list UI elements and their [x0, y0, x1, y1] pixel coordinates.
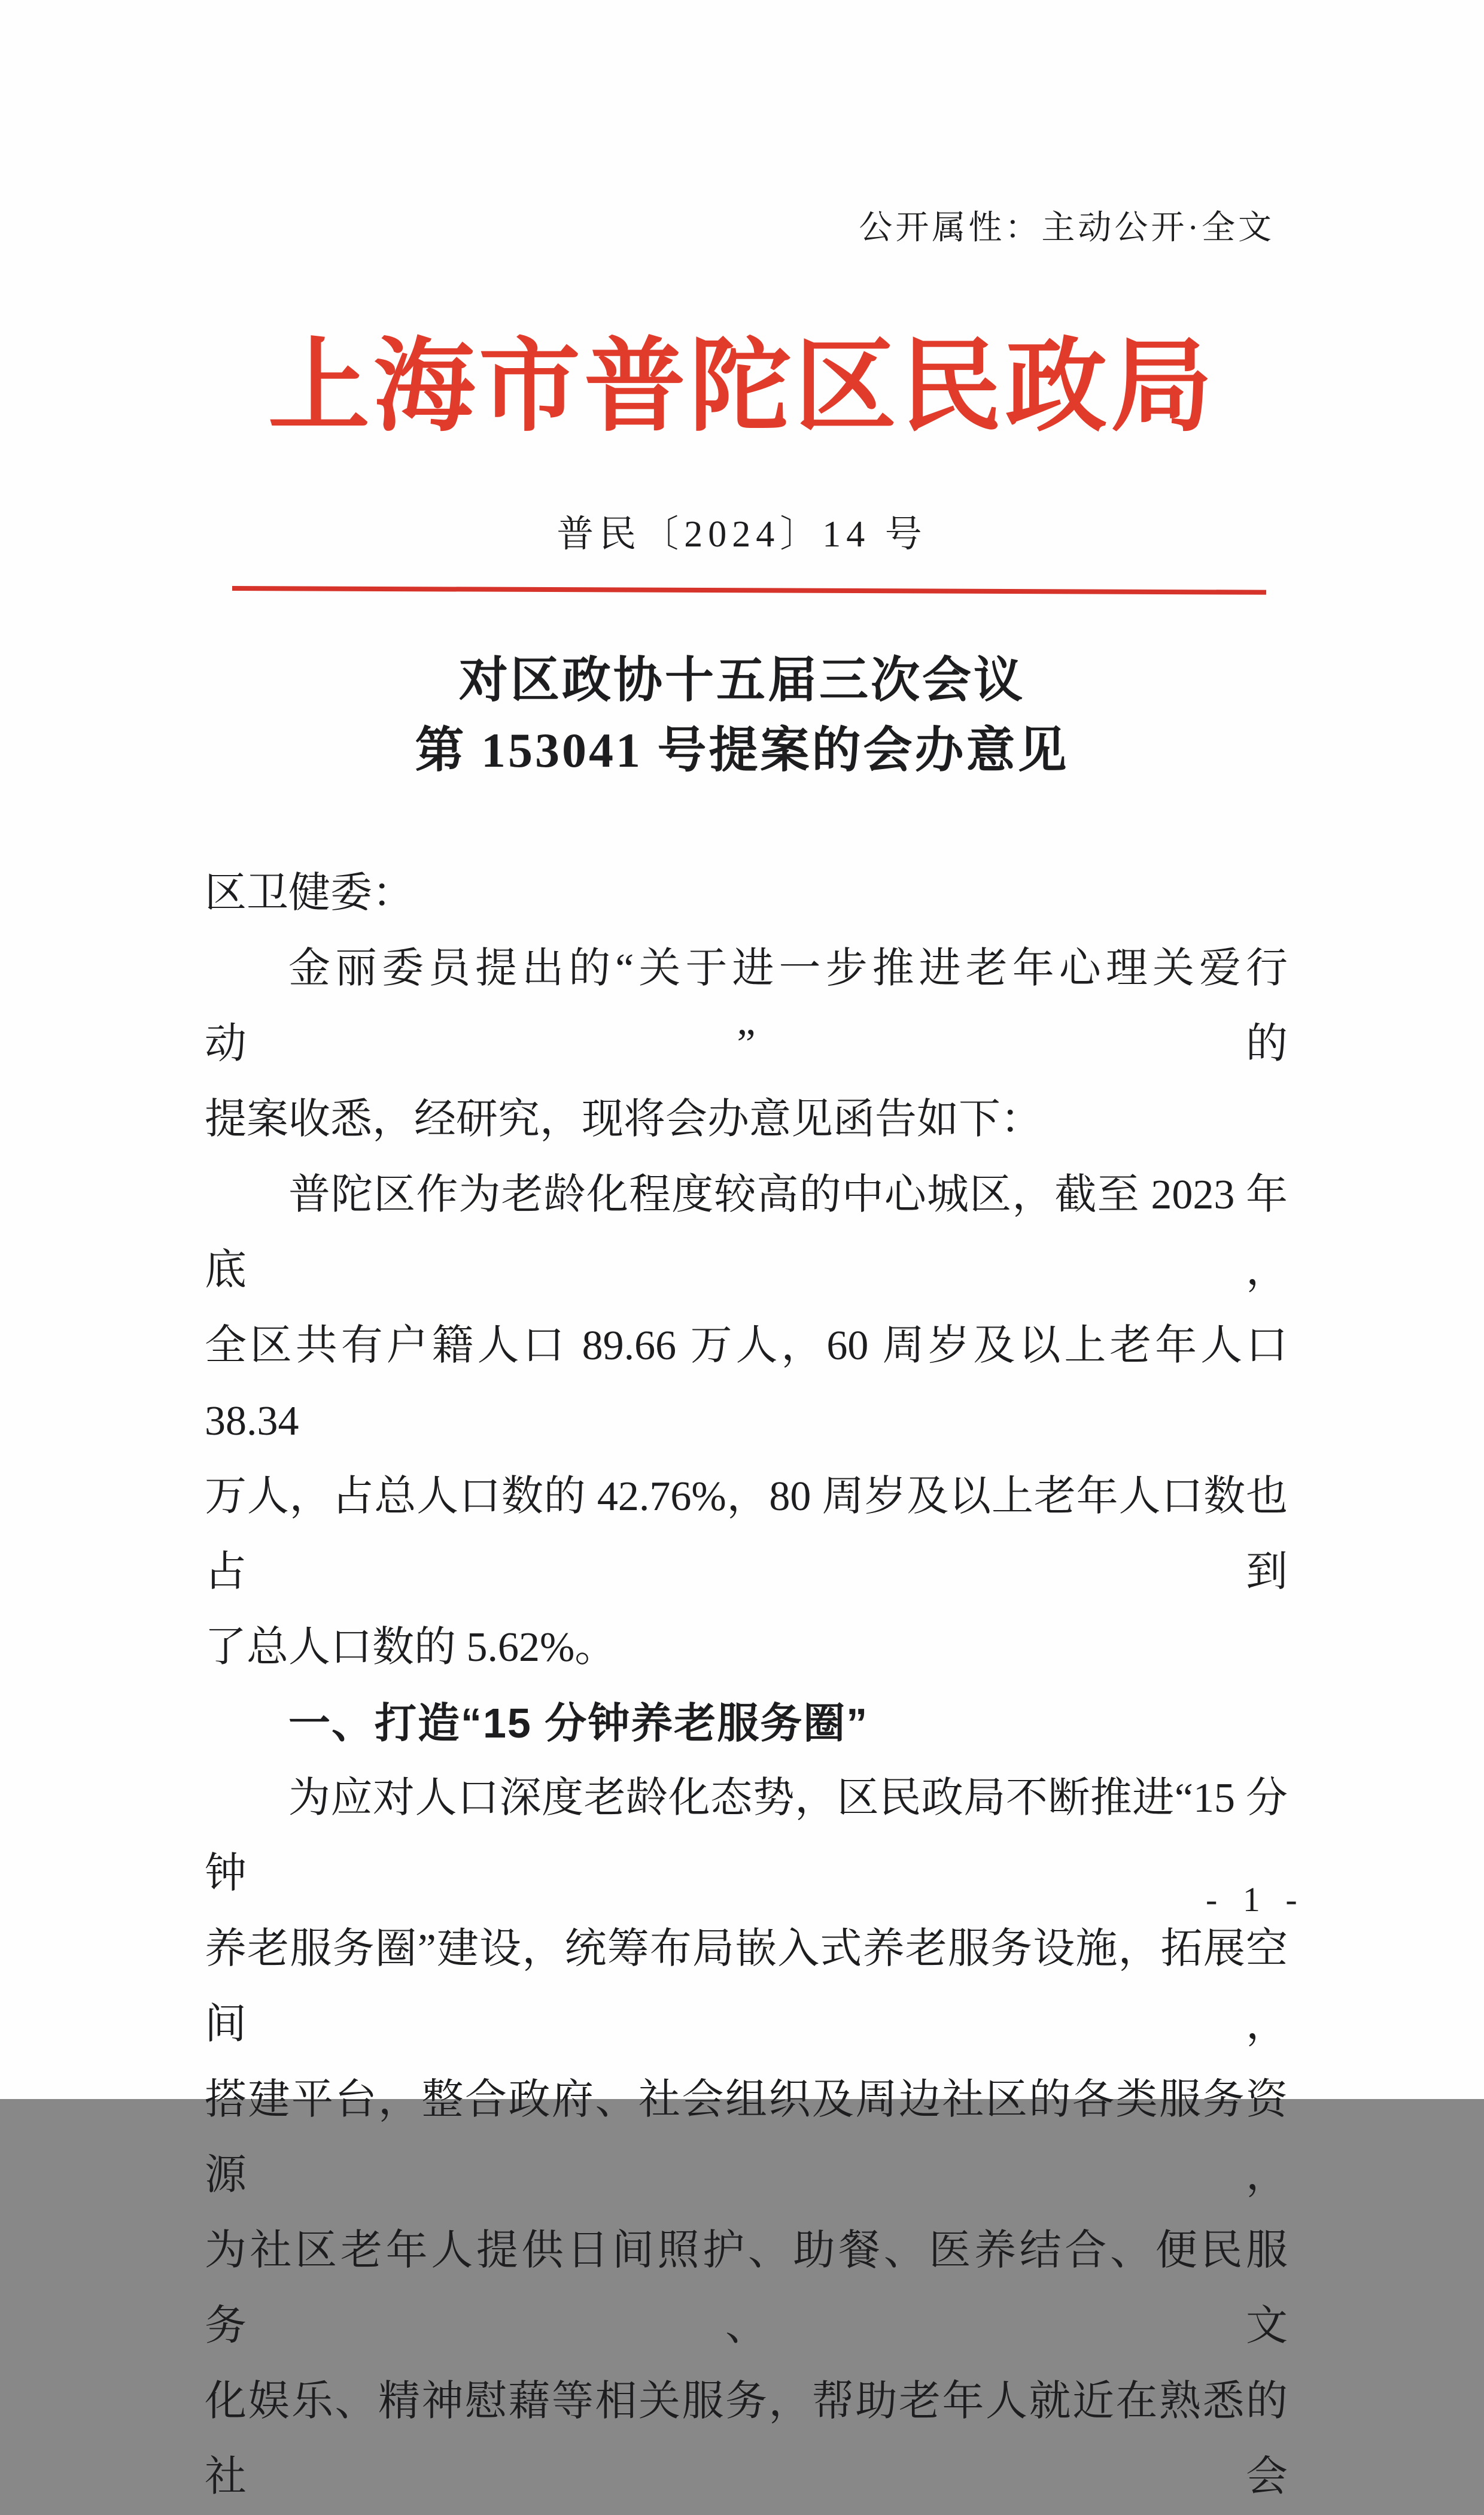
- body-line: 为社区老年人提供日间照护、助餐、医养结合、便民服务、文: [205, 2228, 1288, 2349]
- body-line: 普陀区作为老龄化程度较高的中心城区，截至 2023 年底，: [205, 1172, 1288, 1293]
- body-line: 区卫健委：: [205, 870, 414, 916]
- body-text: [205, 856, 1288, 2515]
- body-line: 搭建平台，整合政府、社会组织及周边社区的各类服务资源，: [205, 2077, 1288, 2198]
- body-line: 了总人口数的 5.62%。: [205, 1624, 617, 1670]
- masthead-separator-rule: [232, 586, 1266, 595]
- page-number: - 1 -: [1206, 1880, 1306, 1919]
- body-line: 万人，占总人口数的 42.76%，80 周岁及以上老年人口数也占到: [205, 1474, 1288, 1595]
- body-line: 提案收悉，经研究，现将会办意见函告如下：: [205, 1096, 1042, 1143]
- section-heading: 一、打造“15 分钟养老服务圈”: [288, 1700, 869, 1746]
- body-line: 全区共有户籍人口 89.66 万人，60 周岁及以上老年人口 38.34: [205, 1323, 1288, 1444]
- issuing-agency-masthead: 上海市普陀区民政局: [267, 331, 1216, 444]
- document-title-line-2: 第 153041 号提案的会办意见: [415, 723, 1069, 777]
- body-line: 为应对人口深度老龄化态势，区民政局不断推进“15 分钟: [205, 1775, 1288, 1897]
- document-number: 普民〔2024〕14 号: [556, 514, 928, 555]
- body-line: 金丽委员提出的“关于进一步推进老年心理关爱行动”的: [205, 946, 1288, 1067]
- document-title: [0, 645, 1484, 785]
- body-line: 化娱乐、精神慰藉等相关服务，帮助老年人就近在熟悉的社会: [205, 2379, 1288, 2500]
- classification-note: 公开属性：主动公开·全文: [859, 209, 1275, 247]
- document-title-line-1: 对区政协十五届三次会议: [458, 653, 1025, 707]
- body-line: 养老服务圈”建设，统筹布局嵌入式养老服务设施，拓展空间，: [205, 1926, 1288, 2048]
